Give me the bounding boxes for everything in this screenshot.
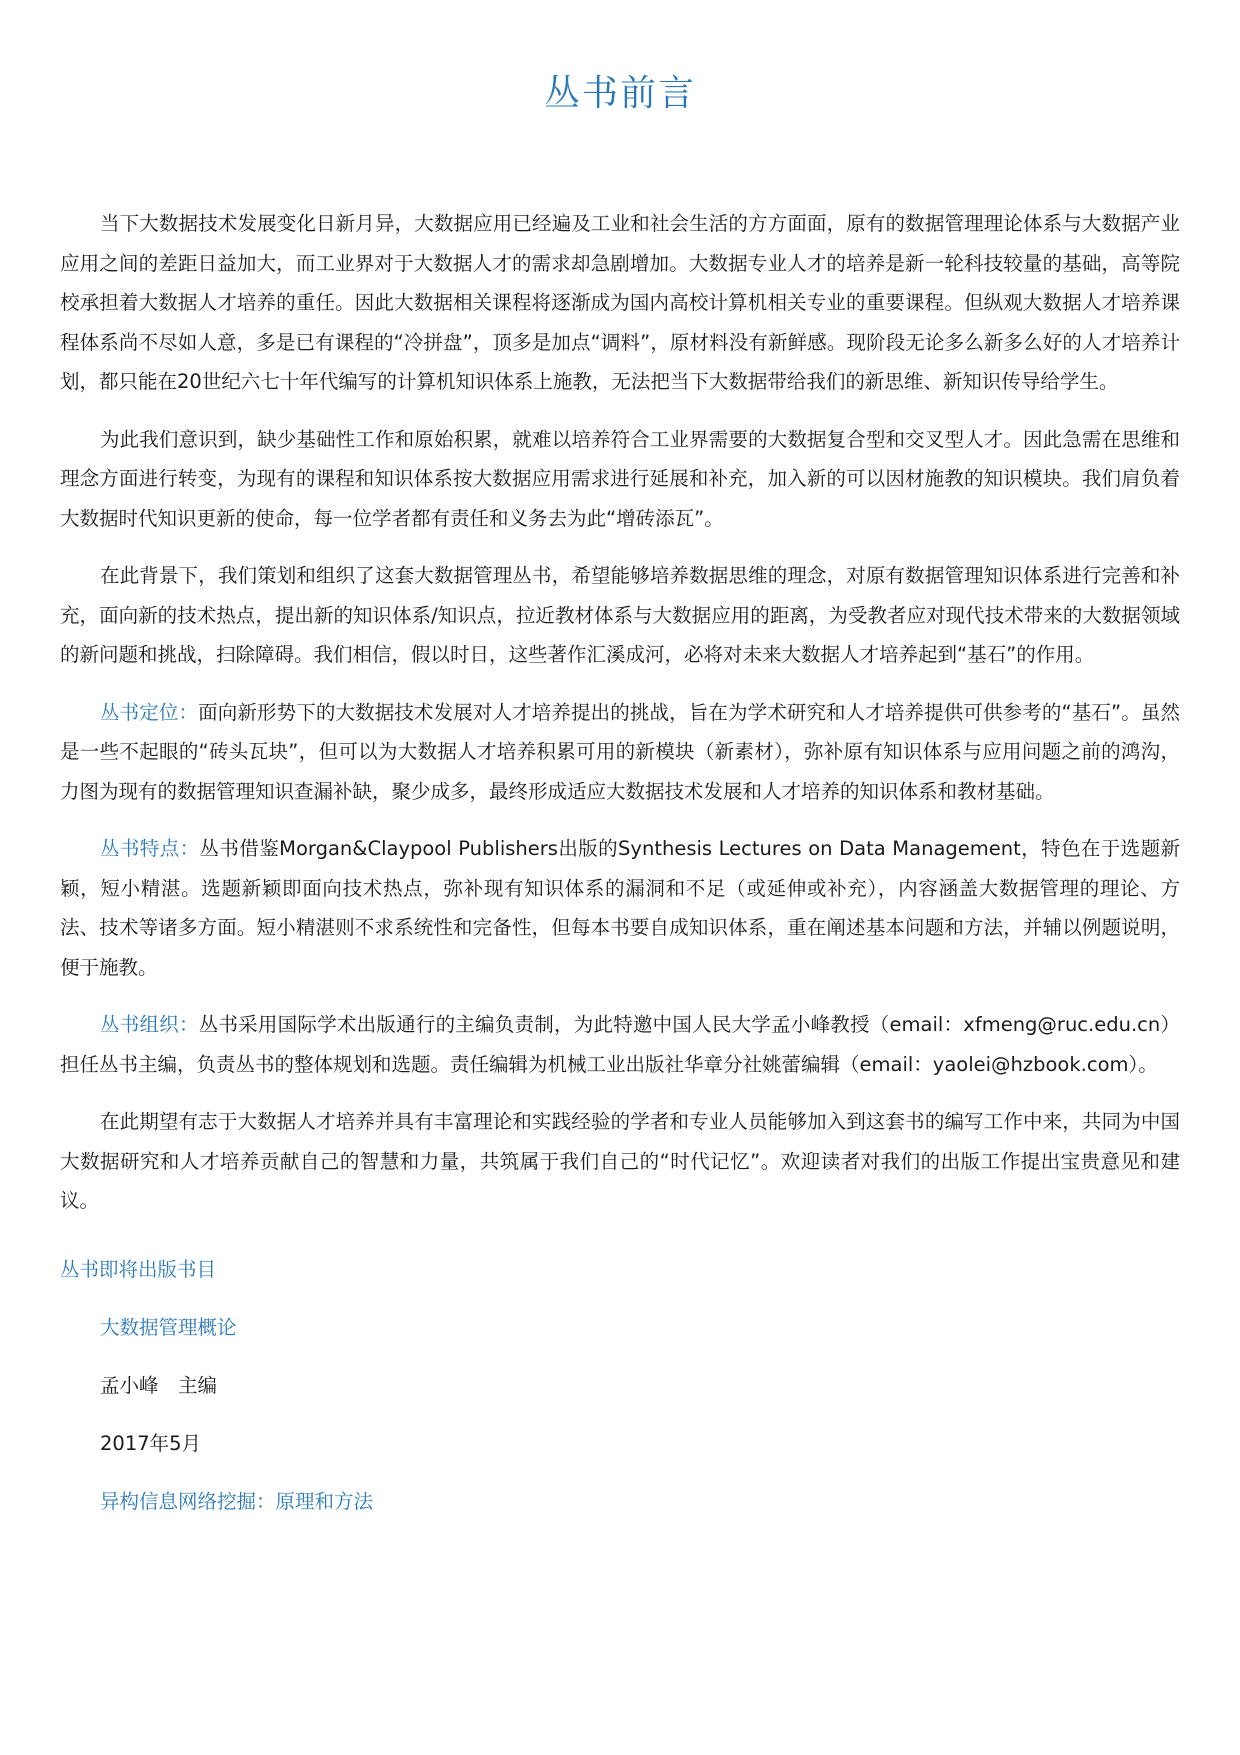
- paragraph-text: 丛书借鉴Morgan&Claypool Publishers出版的Synthesis Lectures on Data Management，特色在于选题新颖，短小精湛。选题新颖即面向技术热点，弥补现有知识体系的漏洞和不足（或延伸或补充），内容涵盖大数据管理的理论、方法、技术等诸多方面。短小精湛则不求系统性和完备性，但每本书要自成知识体系，重在阐述基本问题和方法，并辅以例题说明，便于施教。: [60, 837, 1180, 979]
- preface-body: [60, 204, 1180, 1221]
- book-date: 2017年5月: [100, 1431, 202, 1455]
- book-entry-2: [100, 1487, 1180, 1517]
- page-title: 丛书前言: [543, 73, 696, 114]
- paragraph-text: 丛书采用国际学术出版通行的主编负责制，为此特邀中国人民大学孟小峰教授（email：xfmeng@ruc.edu.cn）担任丛书主编，负责丛书的整体规划和选题。责任编辑为机械工业出版社华章分社姚蕾编辑（email：yaolei@hzbook.com）。: [60, 1013, 1180, 1076]
- paragraph-text: 当下大数据技术发展变化日新月异，大数据应用已经遍及工业和社会生活的方方面面，原有的数据管理理论体系与大数据产业应用之间的差距日益加大，而工业界对于大数据人才的需求却急剧增加。大数据专业人才的培养是新一轮科技较量的基础，高等院校承担着大数据人才培养的重任。因此大数据相关课程将逐渐成为国内高校计算机相关专业的重要课程。但纵观大数据人才培养课程体系尚不尽如人意，多是已有课程的“冷拼盘”，顶多是加点“调料”，原材料没有新鲜感。现阶段无论多么新多么好的人才培养计划，都只能在20世纪六七十年代编写的计算机知识体系上施教，无法把当下大数据带给我们的新思维、新知识传导给学生。: [60, 212, 1180, 393]
- book-editor: 孟小峰 主编: [100, 1373, 218, 1397]
- paragraph-lead-features: 丛书特点：: [100, 837, 200, 860]
- paragraph-1: [60, 204, 1180, 402]
- book-title: 大数据管理概论: [100, 1315, 237, 1339]
- document-page: [60, 0, 1180, 1517]
- paragraph-closing: [60, 1102, 1180, 1221]
- book-entry-1: [100, 1313, 1180, 1459]
- paragraph-text: 在此背景下，我们策划和组织了这套大数据管理丛书，希望能够培养数据思维的理念，对原有数据管理知识体系进行完善和补充，面向新的技术热点，提出新的知识体系/知识点，拉近教材体系与大数据应用的距离，为受教者应对现代技术带来的大数据领域的新问题和挑战，扫除障碍。我们相信，假以时日，这些著作汇溪成河，必将对未来大数据人才培养起到“基石”的作用。: [60, 564, 1180, 666]
- paragraph-features: [60, 829, 1180, 987]
- paragraph-text: 为此我们意识到，缺少基础性工作和原始积累，就难以培养符合工业界需要的大数据复合型和交叉型人才。因此急需在思维和理念方面进行转变，为现有的课程和知识体系按大数据应用需求进行延展和补充，加入新的可以因材施教的知识模块。我们肩负着大数据时代知识更新的使命，每一位学者都有责任和义务去为此“增砖添瓦”。: [60, 427, 1180, 530]
- paragraph-2: [60, 420, 1180, 539]
- series-heading: 丛书即将出版书目: [60, 1257, 217, 1281]
- paragraph-lead-positioning: 丛书定位：: [100, 700, 199, 724]
- paragraph-3: [60, 556, 1180, 675]
- paragraph-positioning: [60, 693, 1180, 812]
- paragraph-organization: [60, 1005, 1180, 1084]
- paragraph-text: 在此期望有志于大数据人才培养并具有丰富理论和实践经验的学者和专业人员能够加入到这套书的编写工作中来，共同为中国大数据研究和人才培养贡献自己的智慧和力量，共筑属于我们自己的“时代记忆”。欢迎读者对我们的出版工作提出宝贵意见和建议。: [60, 1110, 1180, 1212]
- paragraph-text: 面向新形势下的大数据技术发展对人才培养提出的挑战，旨在为学术研究和人才培养提供可供参考的“基石”。虽然是一些不起眼的“砖头瓦块”，但可以为大数据人才培养积累可用的新模块（新素材），弥补原有知识体系与应用问题之前的鸿沟，力图为现有的数据管理知识查漏补缺，聚少成多，最终形成适应大数据技术发展和人才培养的知识体系和教材基础。: [60, 700, 1180, 803]
- book-title: 异构信息网络挖掘：原理和方法: [100, 1489, 374, 1513]
- paragraph-lead-organization: 丛书组织：: [100, 1013, 199, 1036]
